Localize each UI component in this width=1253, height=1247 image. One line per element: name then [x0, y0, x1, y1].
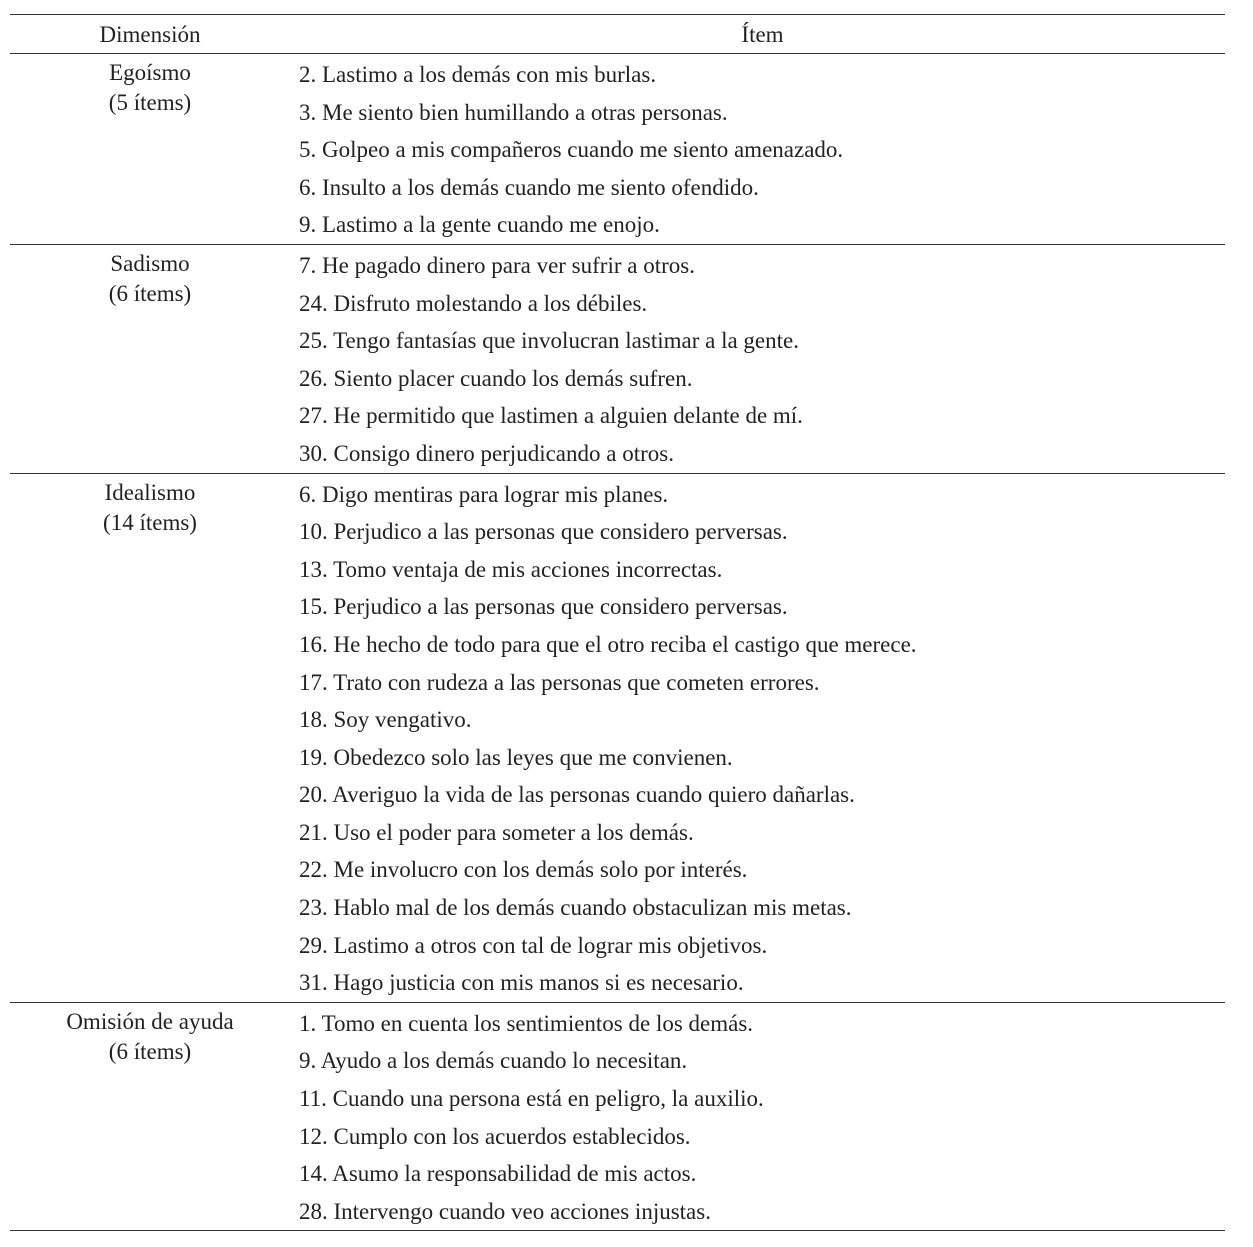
dimension-cell	[10, 249, 290, 309]
item-row: 9. Ayudo a los demás cuando lo necesitan.	[299, 1048, 688, 1074]
header-dimension: Dimensión	[99, 22, 201, 47]
item-row: 17. Trato con rudeza a las personas que cometen errores.	[299, 669, 820, 695]
dimension-cell	[10, 1007, 290, 1067]
dimension-name: Omisión de ayuda	[66, 1008, 234, 1034]
dimension-group	[10, 1003, 1225, 1232]
dimension-count: (6 ítems)	[108, 280, 192, 306]
dimension-cell	[10, 478, 290, 538]
item-row: 16. He hecho de todo para que el otro reciba el castigo que merece.	[299, 631, 917, 657]
item-list	[299, 474, 1225, 1002]
item-list	[299, 54, 1225, 244]
item-list	[299, 245, 1225, 473]
dimension-name: Idealismo	[104, 479, 196, 505]
item-row: 1. Tomo en cuenta los sentimientos de los demás.	[299, 1010, 754, 1036]
item-row: 24. Disfruto molestando a los débiles.	[299, 290, 648, 316]
dimension-cell	[10, 58, 290, 118]
dimension-count: (5 ítems)	[108, 90, 192, 115]
item-row: 28. Intervengo cuando veo acciones injustas.	[299, 1198, 711, 1224]
item-row: 15. Perjudico a las personas que considero perversas.	[299, 594, 788, 620]
dimension-group	[10, 54, 1225, 245]
item-row: 31. Hago justicia con mis manos si es necesario.	[299, 970, 744, 996]
item-row: 27. He permitido que lastimen a alguien delante de mí.	[299, 403, 803, 429]
item-row: 30. Consigo dinero perjudicando a otros.	[299, 440, 674, 466]
item-row: 10. Perjudico a las personas que considero perversas.	[299, 519, 788, 545]
item-row: 14. Asumo la responsabilidad de mis actos.	[299, 1161, 697, 1187]
item-row: 13. Tomo ventaja de mis acciones incorrectas.	[299, 556, 723, 582]
dimension-name: Egoísmo	[109, 60, 191, 85]
dimension-group	[10, 474, 1225, 1003]
item-row: 19. Obedezco solo las leyes que me convienen.	[299, 744, 733, 770]
item-row: 5. Golpeo a mis compañeros cuando me siento amenazado.	[299, 137, 844, 163]
item-row: 12. Cumplo con los acuerdos establecidos.	[299, 1123, 691, 1149]
item-row: 18. Soy vengativo.	[299, 707, 472, 733]
item-row: 3. Me siento bien humillando a otras personas.	[299, 99, 728, 125]
item-row: 29. Lastimo a otros con tal de lograr mis objetivos.	[299, 932, 768, 958]
item-row: 22. Me involucro con los demás solo por interés.	[299, 857, 748, 883]
item-row: 21. Uso el poder para someter a los demás.	[299, 819, 694, 845]
dimension-group	[10, 245, 1225, 474]
item-row: 11. Cuando una persona está en peligro, la auxilio.	[299, 1086, 764, 1112]
table-body	[10, 54, 1225, 1231]
item-row: 9. Lastimo a la gente cuando me enojo.	[299, 212, 660, 238]
dimension-name: Sadismo	[110, 250, 190, 276]
item-row: 23. Hablo mal de los demás cuando obstaculizan mis metas.	[299, 895, 852, 921]
table-header	[10, 15, 1225, 54]
dimension-count: (14 ítems)	[103, 509, 197, 535]
header-item: Ítem	[741, 22, 784, 47]
item-row: 2. Lastimo a los demás con mis burlas.	[299, 62, 657, 87]
item-row: 7. He pagado dinero para ver sufrir a otros.	[299, 252, 695, 278]
item-row: 6. Digo mentiras para lograr mis planes.	[299, 481, 669, 507]
item-list	[299, 1003, 1225, 1231]
item-row: 20. Averiguo la vida de las personas cuando quiero dañarlas.	[299, 782, 855, 808]
items-table	[10, 14, 1225, 1231]
item-row: 6. Insulto a los demás cuando me siento ofendido.	[299, 174, 759, 200]
dimension-count: (6 ítems)	[108, 1038, 192, 1064]
item-row: 26. Siento placer cuando los demás sufren.	[299, 365, 693, 391]
item-row: 25. Tengo fantasías que involucran lastimar a la gente.	[299, 328, 799, 354]
